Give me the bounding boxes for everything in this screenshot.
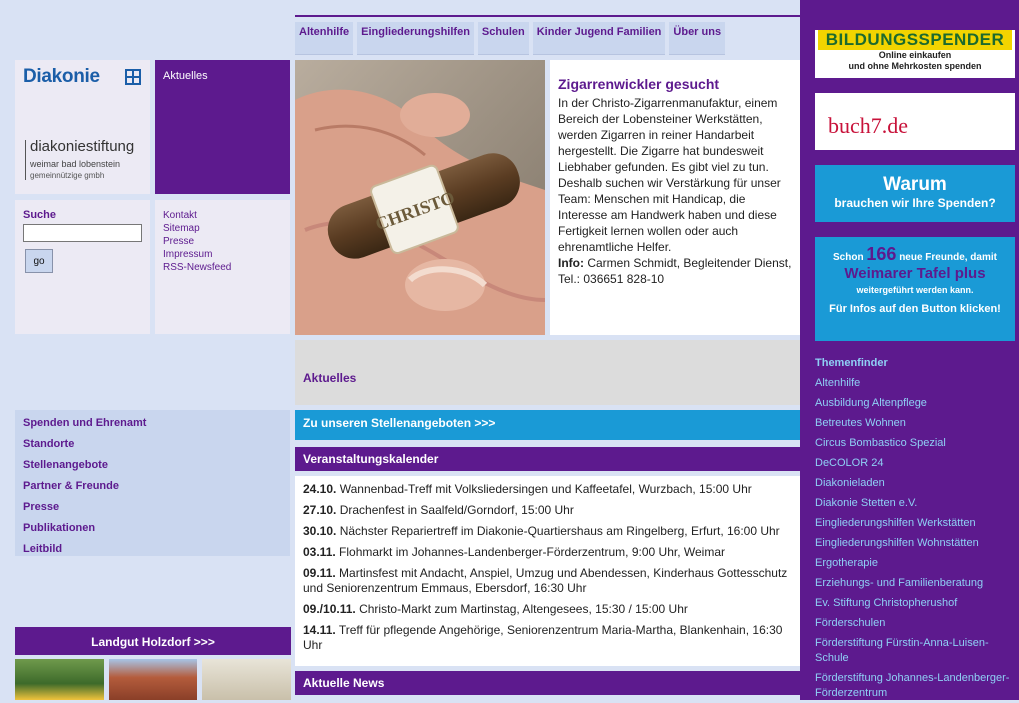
nav-tab-eingliederungshilfen[interactable]: Eingliederungshilfen [357,22,474,55]
link-rss-newsfeed[interactable]: RSS-Newsfeed [163,262,232,273]
left-nav [15,410,290,556]
themen-item[interactable]: Erziehungs- und Familienberatung [815,576,984,589]
themen-item[interactable]: Eingliederungshilfen Wohnstätten [815,536,979,549]
feature-article [550,60,800,335]
calendar-item[interactable] [303,545,792,560]
stellenangebote-banner[interactable] [295,410,800,440]
cigar-band-label: CHRISTO [372,187,458,235]
calendar-item[interactable] [303,482,792,497]
themen-item[interactable]: Ergotherapie [815,556,878,569]
warum-spenden-title: Warum [883,174,947,195]
nav-tab-ueber-uns[interactable]: Über uns [669,22,725,55]
tafel-line4: Für Infos auf den Button klicken! [829,303,1001,315]
buch7-ad[interactable] [815,93,1015,150]
calendar-item[interactable] [303,524,792,539]
site-logo[interactable] [15,60,150,194]
nav-tab-altenhilfe[interactable]: Altenhilfe [295,22,353,55]
landgut-house-image[interactable] [109,659,198,700]
themen-item[interactable]: Eingliederungshilfen Werkstätten [815,516,976,529]
feature-info-text: Carmen Schmidt, Begleitender Dienst, Tel.: 036651 828-10 [558,256,792,286]
logo-divider [25,140,26,180]
weimarer-tafel-ad[interactable] [815,237,1015,341]
landgut-room-image[interactable] [202,659,291,700]
bildungsspender-ad[interactable] [815,30,1015,78]
feature-title[interactable]: Zigarrenwickler gesucht [558,76,720,92]
aktuelles-box [155,60,290,194]
calendar-text: Drachenfest in Saalfeld/Gorndorf, 15:00 Uhr [339,503,574,517]
tafel-line1 [815,244,1015,265]
tafel-count: 166 [866,244,897,264]
aktuelles-heading-text: Aktuelles [303,371,357,385]
search-label: Suche [23,209,57,221]
warum-spenden-subtitle: brauchen wir Ihre Spenden? [834,196,996,210]
logo-brand: Diakonie [23,66,100,87]
landgut-banner[interactable] [15,627,291,655]
calendar-text: Martinsfest mit Andacht, Anspiel, Umzug und Abendessen, Kinderhaus Gottesschutz und Seniorenzentrum Emmaus, Ebersdorf, 16:30 Uhr [303,566,788,595]
themenfinder-title: Themenfinder [815,356,888,369]
cigar-hand-image [295,60,545,335]
calendar-date: 09./10.11. [303,602,356,616]
calendar-item[interactable] [303,566,792,596]
aktuelles-heading [295,340,800,405]
left-nav-standorte[interactable]: Standorte [23,438,75,450]
logo-name: diakoniestiftung [30,138,135,155]
tafel-pre: Schon [833,252,864,263]
calendar-text: Wannenbad-Treff mit Volksliedersingen und Kaffeetafel, Wurzbach, 15:00 Uhr [339,482,752,496]
tafel-line3: weitergeführt werden kann. [856,285,974,295]
calendar-header [295,447,800,471]
warum-spenden-ad[interactable] [815,165,1015,222]
themen-item[interactable]: Ev. Stiftung Christopherushof [815,596,958,609]
themen-item[interactable]: Betreutes Wohnen [815,416,906,429]
news-header [295,671,800,695]
themen-item[interactable]: Circus Bombastico Spezial [815,436,946,449]
feature-photo [295,60,545,335]
feature-body: In der Christo-Zigarrenmanufaktur, einem Bereich der Lobensteiner Werkstätten, werden Zigarren in reiner Handarbeit hergestellt. Die Zigarre hat bundesweit Liebhaber gefunden. Es gibt viel zu tun. Deshalb suchen wir Verstärkung für unser Team: Menschen mit Handicap, die Interesse am Handwerk haben und diese Fertigkeit lernen wollen oder auch ehrenamtliche Helfer. [558,96,781,254]
search-input[interactable] [23,224,142,242]
logo-subtitle: weimar bad lobenstein [30,159,121,169]
stellenangebote-banner-text: Zu unseren Stellenangeboten >>> [303,416,496,430]
top-nav [295,22,725,55]
themen-item[interactable]: Förderstiftung Johannes-Landenberger-Förderzentrum [815,671,1010,699]
calendar-item[interactable] [303,503,792,518]
left-nav-publikationen[interactable]: Publikationen [23,522,96,534]
landgut-images [15,659,291,700]
search-box [15,200,150,334]
link-presse[interactable]: Presse [163,236,195,247]
calendar-text: Flohmarkt im Johannes-Landenberger-Förderzentrum, 9:00 Uhr, Weimar [339,545,725,559]
aktuelles-link[interactable]: Aktuelles [163,70,208,82]
link-impressum[interactable]: Impressum [163,249,213,260]
calendar-date: 24.10. [303,482,337,496]
landgut-banner-text: Landgut Holzdorf >>> [91,635,215,649]
calendar-list [295,476,800,666]
link-kontakt[interactable]: Kontakt [163,210,197,221]
calendar-date: 14.11. [303,623,336,637]
link-sitemap[interactable]: Sitemap [163,223,200,234]
search-go-button[interactable]: go [25,249,53,273]
nav-tab-schulen[interactable]: Schulen [478,22,529,55]
diakonie-cross-icon [125,69,141,85]
bildungsspender-line2: und ohne Mehrkosten spenden [848,61,982,71]
feature-info-label: Info: [558,256,584,270]
buch7-suffix: .de [881,113,909,138]
nav-tab-kinder-jugend-familien[interactable]: Kinder Jugend Familien [533,22,666,55]
left-nav-partner[interactable]: Partner & Freunde [23,480,119,492]
news-title: Aktuelle News [303,676,385,690]
themen-item[interactable]: Ausbildung Altenpflege [815,396,927,409]
calendar-text: Christo-Markt zum Martinstag, Altengesees, 15:30 / 15:00 Uhr [359,602,688,616]
themen-item[interactable]: Förderschulen [815,616,886,629]
themenfinder [815,353,1015,703]
calendar-title: Veranstaltungskalender [303,452,439,466]
themen-item[interactable]: Diakonieladen [815,476,885,489]
themen-item[interactable]: DeCOLOR 24 [815,456,884,469]
left-nav-stellenangebote[interactable]: Stellenangebote [23,459,108,471]
tafel-post: neue Freunde, damit [899,252,997,263]
left-nav-leitbild[interactable]: Leitbild [23,543,63,555]
calendar-date: 27.10. [303,503,337,517]
bildungsspender-line1: Online einkaufen [878,50,952,60]
bildungsspender-logo: BILDUNGSSPENDER [818,30,1012,50]
calendar-item[interactable] [303,602,792,617]
calendar-date: 09.11. [303,566,336,580]
calendar-item[interactable] [303,623,792,653]
calendar-date: 03.11. [303,545,336,559]
left-nav-spenden[interactable]: Spenden und Ehrenamt [23,417,147,429]
landgut-garden-image[interactable] [15,659,104,700]
calendar-date: 30.10. [303,524,337,538]
top-divider [295,15,800,17]
tafel-name: Weimarer Tafel plus [844,265,986,282]
buch7-logo: buch7 [828,113,882,138]
themen-item[interactable]: Förderstiftung Fürstin-Anna-Luisen-Schule [815,636,989,664]
left-nav-presse[interactable]: Presse [23,501,60,513]
utility-links [155,200,290,334]
themen-item[interactable]: Diakonie Stetten e.V. [815,496,918,509]
calendar-text: Treff für pflegende Angehörige, Seniorenzentrum Maria-Martha, Blankenhain, 16:30 Uhr [303,623,783,652]
logo-legal-form: gemeinnützige gmbh [30,171,105,180]
themen-item[interactable]: Altenhilfe [815,376,861,389]
calendar-text: Nächster Repariertreff im Diakonie-Quartiershaus am Ringelberg, Erfurt, 16:00 Uhr [339,524,780,538]
